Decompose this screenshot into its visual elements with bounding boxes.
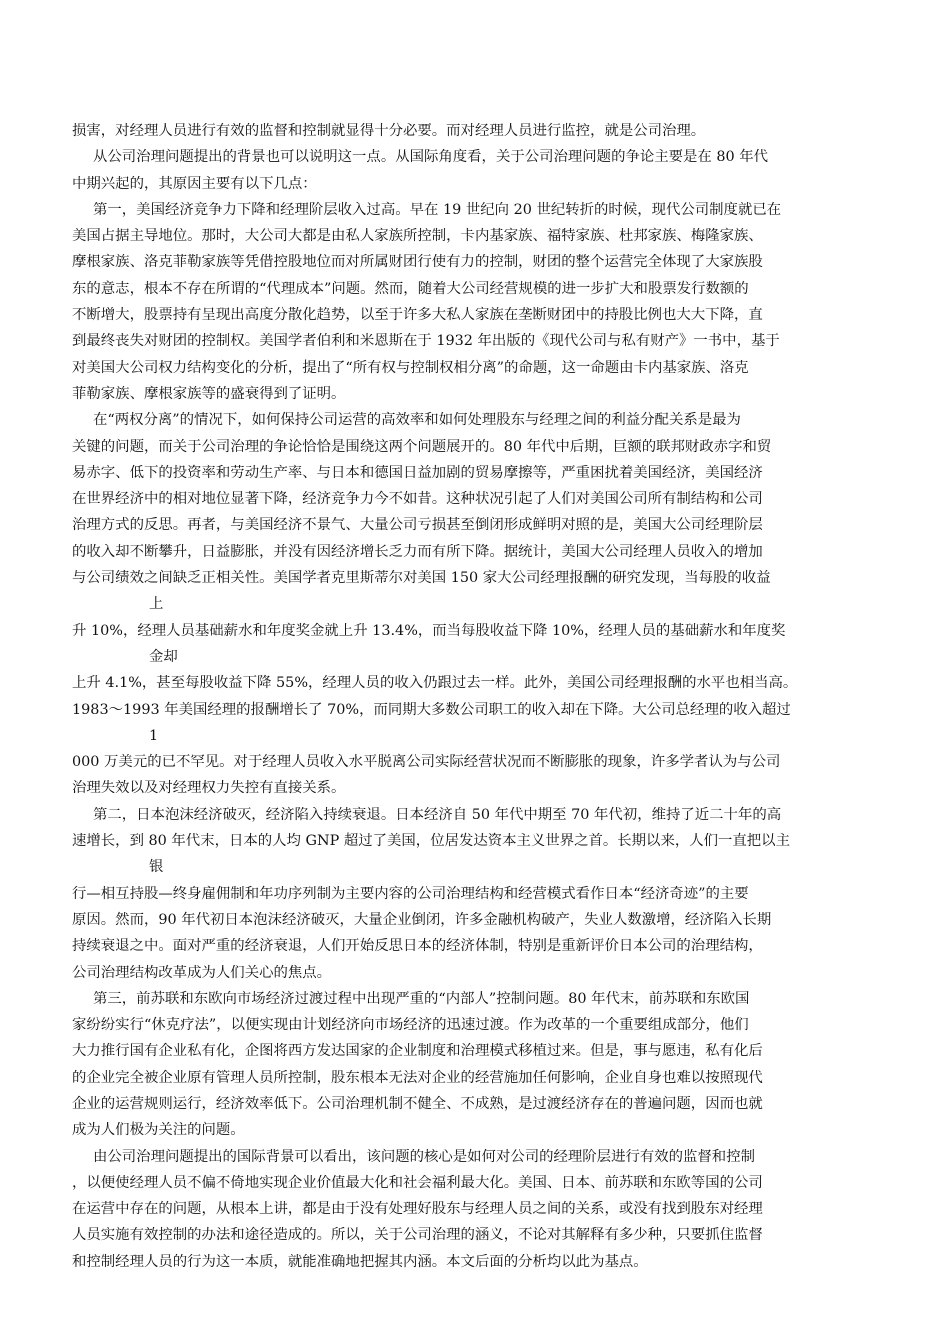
text-line: 损害，对经理人员进行有效的监督和控制就显得十分必要。而对经理人员进行监控，就是公司治理。 (72, 123, 706, 139)
text-line: 在“两权分离”的情况下，如何保持公司运营的高效率和如何处理股东与经理之间的利益分配关系是最为 (93, 412, 741, 429)
text-line: 的收入却不断攀升，日益膨胀，并没有因经济增长乏力而有所下降。据统计，美国大公司经理人员收入的增加 (72, 543, 763, 560)
text-line: 第一，美国经济竞争力下降和经理阶层收入过高。早在 19 世纪向 20 世纪转折的时候，现代公司制度就已在 (93, 201, 782, 218)
text-line: 治理方式的反思。再者，与美国经济不景气、大量公司亏损甚至倒闭形成鲜明对照的是，美国大公司经理阶层 (72, 517, 763, 534)
text-line: 东的意志，根本不存在所谓的“代理成本”问题。然而，随着大公司经营规模的进一步扩大和股票发行数额的 (72, 280, 749, 297)
text-line: 在世界经济中的相对地位显著下降，经济竞争力今不如昔。这种状况引起了人们对美国公司所有制结构和公司 (72, 491, 763, 508)
text-line: 上 (149, 596, 164, 613)
text-line: 易赤字、低下的投资率和劳动生产率、与日本和德国日益加剧的贸易摩擦等，严重困扰着美国经济，美国经济 (72, 464, 763, 481)
text-line: 的企业完全被企业原有管理人员所控制，股东根本无法对企业的经营施加任何影响，企业自身也难以按照现代 (72, 1069, 763, 1086)
text-line: 对美国大公司权力结构变化的分析，提出了“所有权与控制权相分离”的命题，这一命题由卡内基家族、洛克 (72, 359, 749, 376)
text-line: 家纷纷实行“休克疗法”，以便实现由计划经济向市场经济的迅速过渡。作为改革的一个重要组成部分，他们 (72, 1017, 749, 1034)
text-line: 第三，前苏联和东欧向市场经济过渡过程中出现严重的“内部人”控制问题。80 年代末，前苏联和东欧国 (93, 990, 750, 1007)
text-line: 菲勒家族、摩根家族等的盛衰得到了证明。 (72, 385, 346, 402)
text-line: 在运营中存在的问题，从根本上讲，都是由于没有处理好股东与经理人员之间的关系，或没有找到股东对经理 (72, 1201, 763, 1218)
text-line: 上升 4.1%，甚至每股收益下降 55%，经理人员的收入仍跟过去一样。此外，美国公司经理报酬的水平也相当高。 (72, 675, 798, 692)
document-page (72, 118, 892, 1275)
text-line: 与公司绩效之间缺乏正相关性。美国学者克里斯蒂尔对美国 150 家大公司经理报酬的研究发现，当每股的收益 (72, 570, 771, 587)
text-line: 由公司治理问题提出的国际背景可以看出，该问题的核心是如何对公司的经理阶层进行有效的监督和控制 (93, 1148, 755, 1165)
text-line: 和控制经理人员的行为这一本质，就能准确地把握其内涵。本文后面的分析均以此为基点。 (72, 1253, 648, 1270)
text-line: 1983～1993 年美国经理的报酬增长了 70%，而同期大多数公司职工的收入却在下降。大公司总经理的收入超过 (72, 701, 791, 718)
text-line: 升 10%，经理人员基础薪水和年度奖金就上升 13.4%，而当每股收益下降 10%，经理人员的基础薪水和年度奖 (72, 622, 786, 639)
text-line: 速增长，到 80 年代末，日本的人均 GNP 超过了美国，位居发达资本主义世界之首。长期以来，人们一直把以主 (72, 833, 790, 850)
text-line: 美国占据主导地位。那时，大公司大都是由私人家族所控制，卡内基家族、福特家族、杜邦家族、梅隆家族、 (72, 228, 763, 245)
text-line: ，以便使经理人员不偏不倚地实现企业价值最大化和社会福利最大化。美国、日本、前苏联和东欧等国的公司 (72, 1174, 763, 1191)
text-line: 成为人们极为关注的问题。 (72, 1122, 245, 1139)
text-line: 1 (149, 727, 159, 744)
text-line: 治理失效以及对经理权力失控有直接关系。 (72, 780, 346, 797)
text-line: 中期兴起的，其原因主要有以下几点： (72, 175, 317, 192)
text-line: 企业的运营规则运行，经济效率低下。公司治理机制不健全、不成熟，是过渡经济存在的普遍问题，因而也就 (72, 1095, 763, 1112)
text-line: 关键的问题，而关于公司治理的争论恰恰是围绕这两个问题展开的。80 年代中后期，巨额的联邦财政赤字和贸 (72, 438, 772, 455)
text-line: 金却 (149, 648, 178, 665)
text-line: 不断增大，股票持有呈现出高度分散化趋势，以至于许多大私人家族在垄断财团中的持股比例也大大下降，直 (72, 307, 763, 324)
text-line: 大力推行国有企业私有化，企图将西方发达国家的企业制度和治理模式移植过来。但是，事与愿违，私有化后 (72, 1043, 763, 1060)
text-line: 人员实施有效控制的办法和途径造成的。所以，关于公司治理的涵义，不论对其解释有多少种，只要抓住监督 (72, 1227, 763, 1244)
text-line: 从公司治理问题提出的背景也可以说明这一点。从国际角度看，关于公司治理问题的争论主要是在 80 年代 (93, 149, 769, 166)
text-line: 000 万美元的已不罕见。对于经理人员收入水平脱离公司实际经营状况而不断膨胀的现象，许多学者认为与公司 (72, 754, 781, 771)
text-line: 原因。然而，90 年代初日本泡沫经济破灭，大量企业倒闭，许多金融机构破产，失业人数激增，经济陷入长期 (72, 911, 772, 928)
text-line: 到最终丧失对财团的控制权。美国学者伯利和米恩斯在于 1932 年出版的《现代公司与私有财产》一书中，基于 (72, 333, 780, 350)
text-line: 第二，日本泡沫经济破灭，经济陷入持续衰退。日本经济自 50 年代中期至 70 年代初，维持了近二十年的高 (93, 806, 782, 823)
text-line: 摩根家族、洛克菲勒家族等凭借控股地位而对所属财团行使有力的控制，财团的整个运营完全体现了大家族股 (72, 254, 763, 271)
text-line: 持续衰退之中。面对严重的经济衰退，人们开始反思日本的经济体制，特别是重新评价日本公司的治理结构， (72, 938, 763, 955)
text-line: 银 (149, 859, 164, 876)
text-line: 行—相互持股—终身雇佣制和年功序列制为主要内容的公司治理结构和经营模式看作日本“经济奇迹”的主要 (72, 885, 749, 902)
text-line: 公司治理结构改革成为人们关心的焦点。 (72, 964, 332, 981)
